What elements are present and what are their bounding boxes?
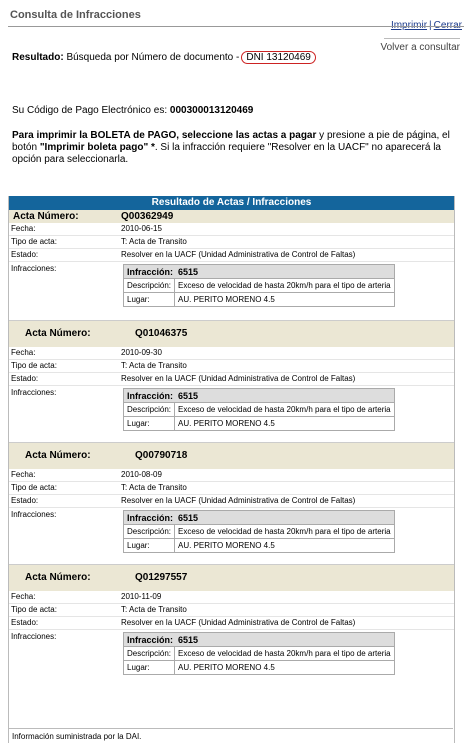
- instr-text-1: y presione a pie de página, el botón: [12, 130, 450, 153]
- tipo-label: Tipo de acta:: [11, 605, 57, 614]
- descripcion-value: Exceso de velocidad de hasta 20km/h para el tipo de arteria: [175, 647, 395, 661]
- acta-separator: [9, 556, 454, 565]
- acta-label: Acta Número:: [13, 211, 79, 222]
- acta-block: [9, 434, 454, 556]
- instr-bold-2: "Imprimir boleta pago" *: [39, 142, 155, 153]
- infracciones-row: [9, 386, 454, 434]
- tipo-value: T: Acta de Transito: [121, 237, 187, 246]
- instr-text-2: . Si la infracción requiere "Resolver en la UACF" no aparecerá la opción para seleccionarla.: [12, 142, 441, 165]
- link-separator: |: [429, 20, 432, 31]
- acta-block: [9, 312, 454, 434]
- footer-note: Información suministrada por la DAI.: [12, 732, 142, 741]
- lugar-label: Lugar:: [124, 539, 175, 553]
- search-result: [12, 51, 316, 64]
- estado-value: Resolver en la UACF (Unidad Administrativa de Control de Faltas): [121, 496, 356, 505]
- infraccion-header: [124, 633, 395, 647]
- acta-label: Acta Número:: [25, 572, 91, 583]
- infraccion-header: [124, 265, 395, 279]
- estado-label: Estado:: [11, 374, 39, 383]
- infraccion-table: [123, 388, 395, 431]
- payment-code-line: [12, 105, 253, 116]
- estado-value: Resolver en la UACF (Unidad Administrativa de Control de Faltas): [121, 250, 356, 259]
- fecha-label: Fecha:: [11, 470, 36, 479]
- infraccion-label: Infracción:: [127, 266, 174, 277]
- estado-row: [9, 495, 454, 508]
- estado-value: Resolver en la UACF (Unidad Administrativa de Control de Faltas): [121, 618, 356, 627]
- infraccion-label: Infracción:: [127, 512, 174, 523]
- tipo-row: [9, 236, 454, 249]
- infraccion-label: Infracción:: [127, 390, 174, 401]
- infracciones-label: Infracciones:: [11, 632, 57, 641]
- estado-value: Resolver en la UACF (Unidad Administrativa de Control de Faltas): [121, 374, 356, 383]
- fecha-label: Fecha:: [11, 348, 36, 357]
- actas-list: [9, 210, 454, 678]
- acta-block: [9, 210, 454, 312]
- infraccion-label: Infracción:: [127, 634, 174, 645]
- lugar-value: AU. PERITO MORENO 4.5: [175, 661, 395, 675]
- fecha-value: 2010-09-30: [121, 348, 162, 357]
- infracciones-label: Infracciones:: [11, 264, 57, 273]
- back-divider: [384, 38, 460, 39]
- payment-code: 000300013120469: [169, 105, 254, 116]
- infraccion-code: 6515: [178, 266, 199, 277]
- infraccion-code: 6515: [178, 634, 199, 645]
- fecha-row: [9, 591, 454, 604]
- results-panel-title: Resultado de Actas / Infracciones: [9, 196, 454, 210]
- infraccion-header: [124, 389, 395, 403]
- acta-header: [9, 443, 454, 469]
- infracciones-row: [9, 630, 454, 678]
- tipo-value: T: Acta de Transito: [121, 361, 187, 370]
- infracciones-row: [9, 508, 454, 556]
- tipo-label: Tipo de acta:: [11, 483, 57, 492]
- descripcion-value: Exceso de velocidad de hasta 20km/h para el tipo de arteria: [175, 525, 395, 539]
- tipo-row: [9, 482, 454, 495]
- back-link[interactable]: Volver a consultar: [380, 42, 460, 53]
- fecha-value: 2010-11-09: [121, 592, 162, 601]
- lugar-value: AU. PERITO MORENO 4.5: [175, 539, 395, 553]
- fecha-value: 2010-06-15: [121, 224, 162, 233]
- fecha-label: Fecha:: [11, 224, 36, 233]
- footer-divider: [8, 728, 453, 729]
- estado-label: Estado:: [11, 496, 39, 505]
- tipo-value: T: Acta de Transito: [121, 605, 187, 614]
- tipo-row: [9, 360, 454, 373]
- tipo-label: Tipo de acta:: [11, 237, 57, 246]
- acta-number: Q00362949: [121, 211, 174, 222]
- estado-row: [9, 617, 454, 630]
- acta-label: Acta Número:: [25, 450, 91, 461]
- infraccion-header: [124, 511, 395, 525]
- payment-label: Su Código de Pago Electrónico es:: [12, 105, 168, 116]
- estado-row: [9, 373, 454, 386]
- descripcion-label: Descripción:: [124, 403, 175, 417]
- results-panel: [8, 196, 455, 743]
- infraccion-code: 6515: [178, 390, 199, 401]
- acta-number: Q01046375: [135, 328, 188, 339]
- result-label: Resultado:: [12, 52, 64, 63]
- acta-block: [9, 556, 454, 678]
- acta-separator: [9, 312, 454, 321]
- infraccion-table: [123, 264, 395, 307]
- instructions: [12, 130, 452, 166]
- lugar-label: Lugar:: [124, 293, 175, 307]
- tipo-label: Tipo de acta:: [11, 361, 57, 370]
- infracciones-label: Infracciones:: [11, 388, 57, 397]
- infraccion-code: 6515: [178, 512, 199, 523]
- acta-number: Q01297557: [135, 572, 188, 583]
- print-link[interactable]: Imprimir: [390, 20, 428, 31]
- descripcion-value: Exceso de velocidad de hasta 20km/h para el tipo de arteria: [175, 279, 395, 293]
- header-divider: [8, 26, 464, 27]
- fecha-row: [9, 469, 454, 482]
- lugar-value: AU. PERITO MORENO 4.5: [175, 293, 395, 307]
- lugar-label: Lugar:: [124, 661, 175, 675]
- instr-bold-1: Para imprimir la BOLETA de PAGO, seleccione las actas a pagar: [12, 130, 317, 141]
- acta-separator: [9, 434, 454, 443]
- infracciones-row: [9, 262, 454, 312]
- fecha-label: Fecha:: [11, 592, 36, 601]
- infracciones-label: Infracciones:: [11, 510, 57, 519]
- fecha-row: [9, 347, 454, 360]
- descripcion-label: Descripción:: [124, 525, 175, 539]
- fecha-row: [9, 223, 454, 236]
- acta-label: Acta Número:: [25, 328, 91, 339]
- infraccion-table: [123, 510, 395, 553]
- acta-header: [9, 565, 454, 591]
- tipo-value: T: Acta de Transito: [121, 483, 187, 492]
- lugar-label: Lugar:: [124, 417, 175, 431]
- estado-label: Estado:: [11, 618, 39, 627]
- acta-header: [9, 210, 454, 223]
- tipo-row: [9, 604, 454, 617]
- descripcion-label: Descripción:: [124, 647, 175, 661]
- estado-row: [9, 249, 454, 262]
- dni-highlight: DNI 13120469: [241, 51, 316, 64]
- acta-number: Q00790718: [135, 450, 188, 461]
- descripcion-label: Descripción:: [124, 279, 175, 293]
- acta-header: [9, 321, 454, 347]
- descripcion-value: Exceso de velocidad de hasta 20km/h para el tipo de arteria: [175, 403, 395, 417]
- result-text: Búsqueda por Número de documento -: [66, 52, 240, 63]
- estado-label: Estado:: [11, 250, 39, 259]
- page-title: Consulta de Infracciones: [10, 9, 141, 21]
- infraccion-table: [123, 632, 395, 675]
- lugar-value: AU. PERITO MORENO 4.5: [175, 417, 395, 431]
- fecha-value: 2010-08-09: [121, 470, 162, 479]
- close-link[interactable]: Cerrar: [433, 20, 462, 31]
